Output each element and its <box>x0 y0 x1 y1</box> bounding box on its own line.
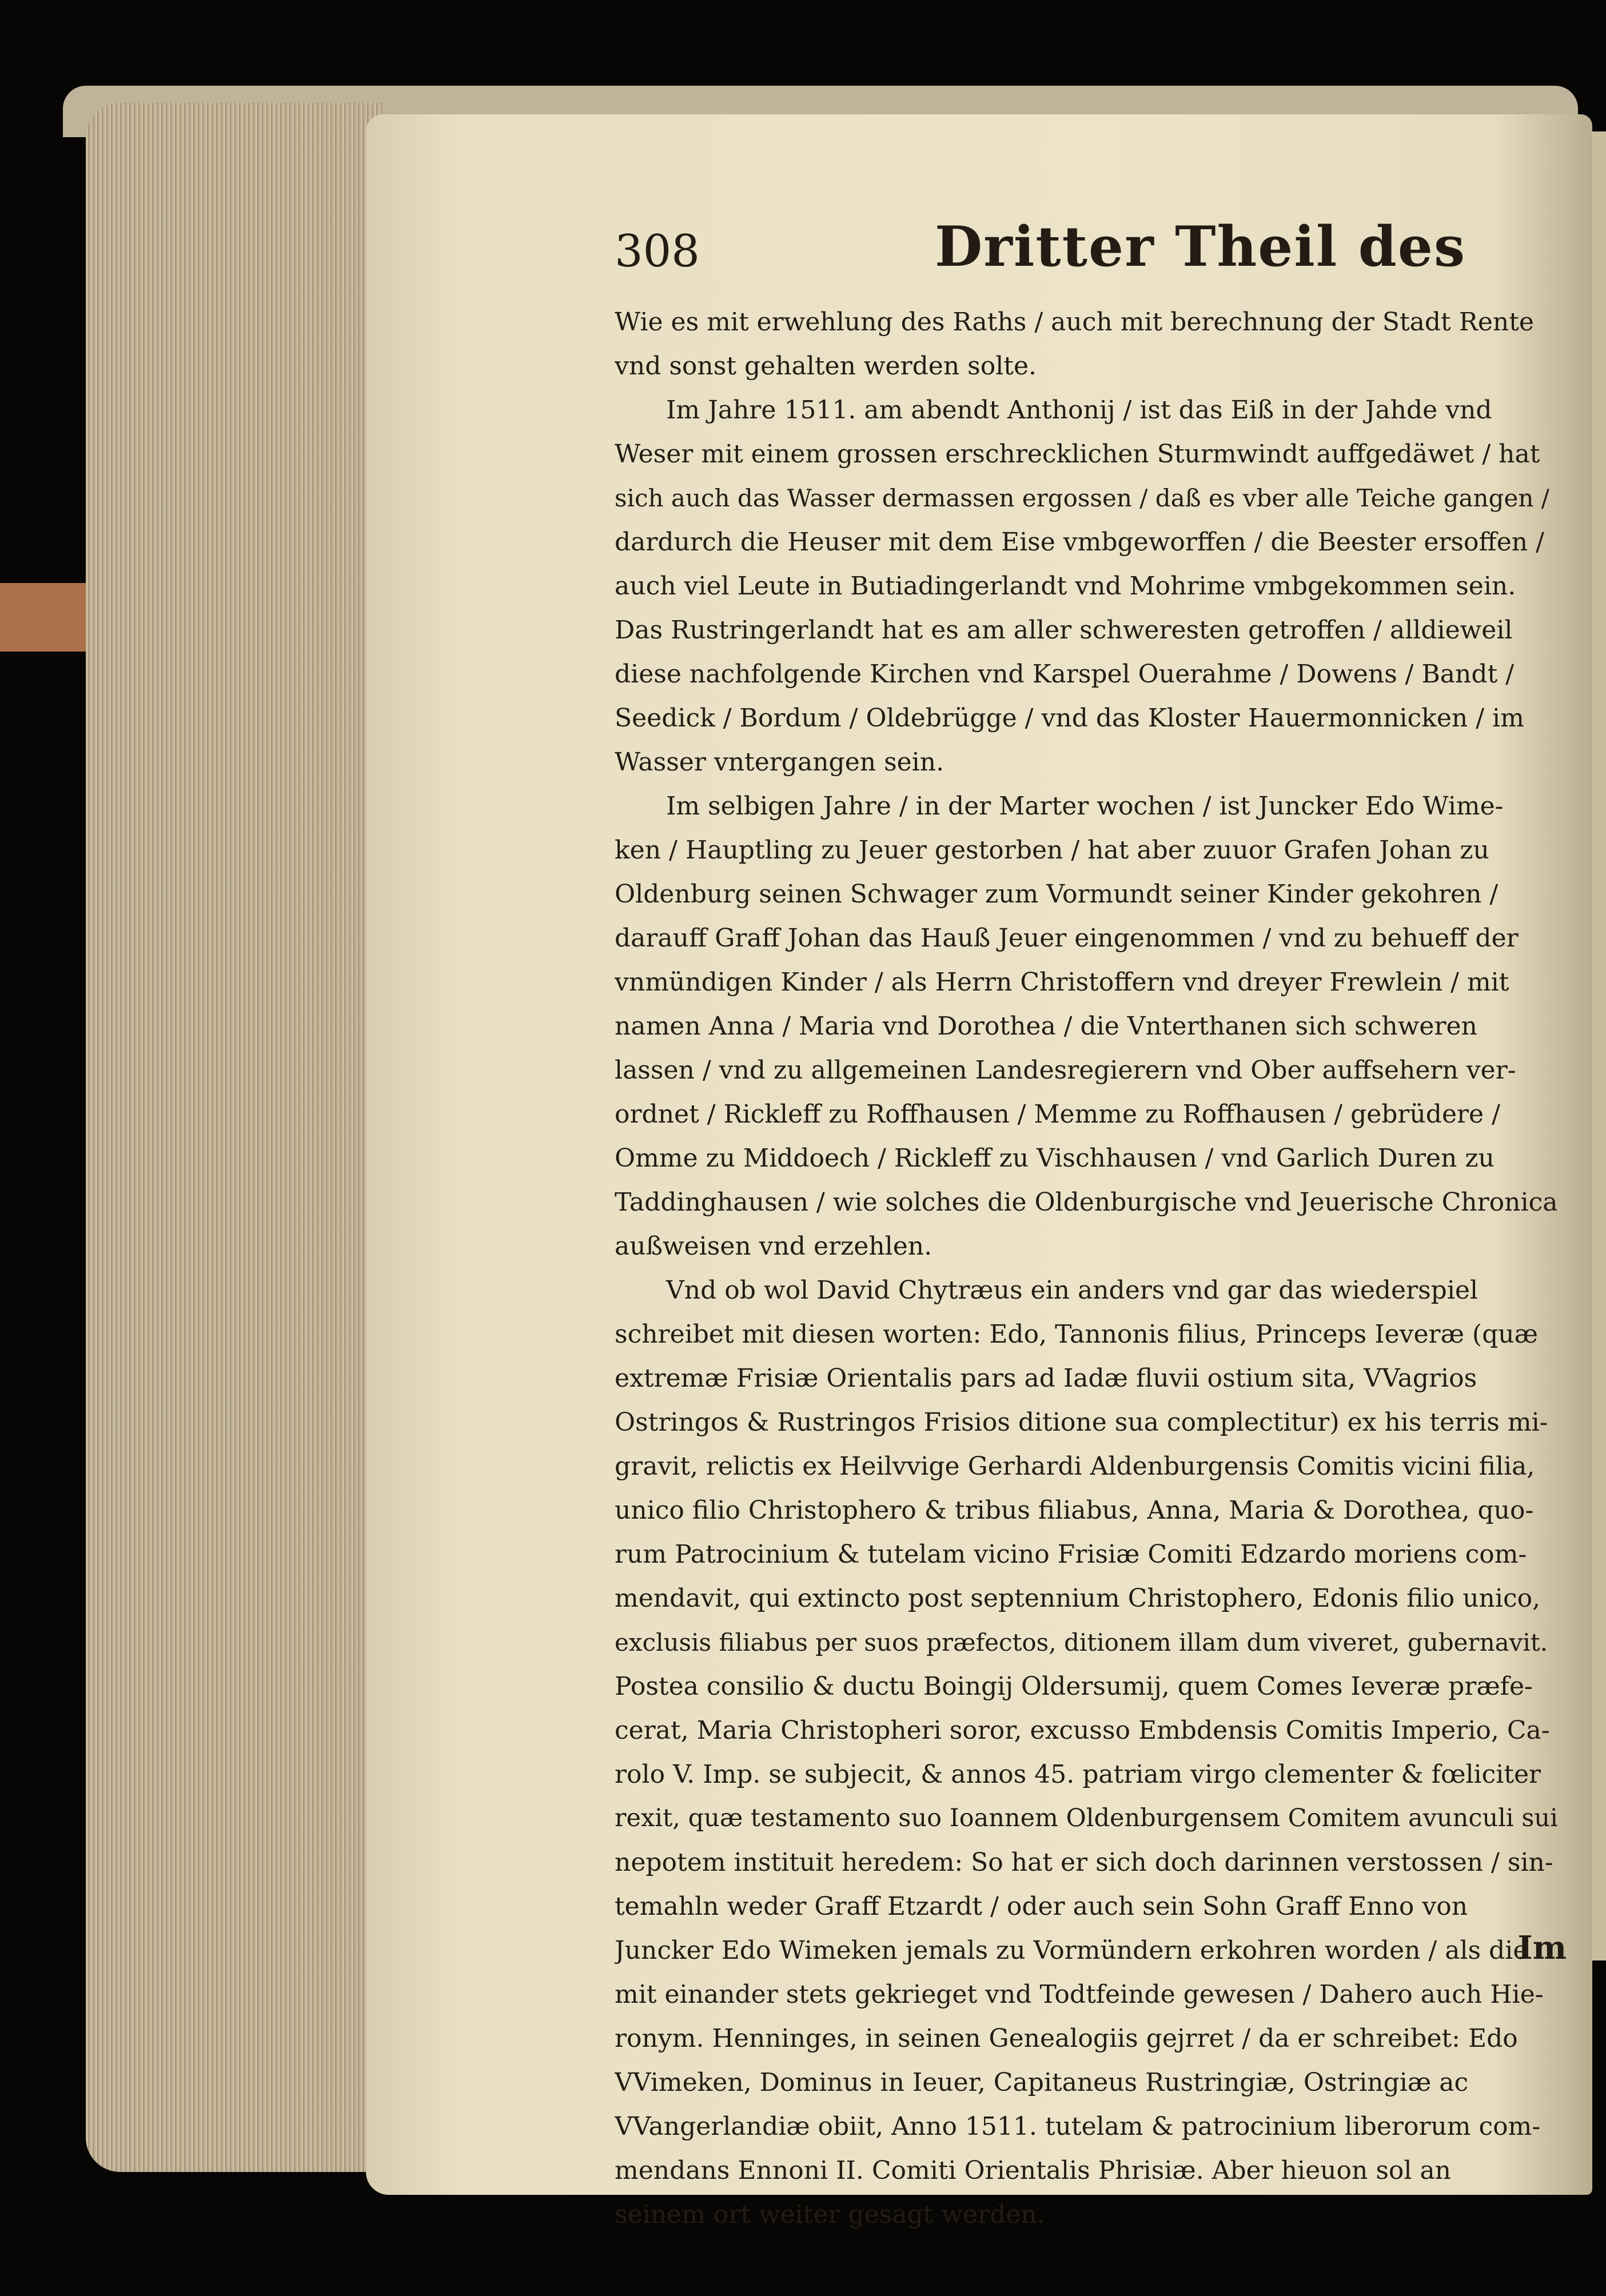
text-line: seinem ort weiter gesagt werden. <box>615 2200 1045 2229</box>
text-line: exclusis filiabus per suos præfectos, ditionem illam dum viveret, gubernavit. <box>615 1628 1548 1656</box>
text-line: auch viel Leute in Butiadingerlandt vnd Mohrime vmbgekommen sein. <box>615 572 1516 601</box>
text-line: mit einander stets gekrieget vnd Todtfeinde gewesen / Dahero auch Hie- <box>615 1980 1544 2009</box>
text-line: Postea consilio & ductu Boingij Oldersumij, quem Comes Ieveræ præfe- <box>615 1672 1533 1701</box>
paragraph <box>615 1268 1567 2237</box>
text-line: lassen / vnd zu allgemeinen Landesregierern vnd Ober auffsehern ver- <box>615 1056 1516 1085</box>
text-line: Das Rustringerlandt hat es am aller schweresten getroffen / alldieweil <box>615 616 1513 645</box>
text-line: ordnet / Rickleff zu Roffhausen / Memme zu Roffhausen / gebrüdere / <box>615 1100 1500 1129</box>
text-line: gravit, relictis ex Heilvvige Gerhardi Aldenburgensis Comitis vicini filia, <box>615 1452 1535 1481</box>
running-title: Dritter Theil des <box>935 214 1466 279</box>
text-line: rolo V. Imp. se subjecit, & annos 45. patriam virgo clementer & fœliciter <box>615 1760 1541 1789</box>
text-line: rum Patrocinium & tutelam vicino Frisiæ Comiti Edzardo moriens com- <box>615 1540 1527 1569</box>
text-line: Seedick / Bordum / Oldebrügge / vnd das Kloster Hauermonnicken / im <box>615 704 1524 733</box>
text-line: nepotem instituit heredem: So hat er sich doch darinnen verstossen / sin- <box>615 1848 1553 1877</box>
text-line: sich auch das Wasser dermassen ergossen / daß es vber alle Teiche gangen / <box>615 484 1549 512</box>
text-line: diese nachfolgende Kirchen vnd Karspel Ouerahme / Dowens / Bandt / <box>615 660 1515 689</box>
text-line: extremæ Frisiæ Orientalis pars ad Iadæ fluvii ostium sita, VVagrios <box>615 1364 1477 1393</box>
text-line: mendans Ennoni II. Comiti Orientalis Phrisiæ. Aber hieuon sol an <box>615 2156 1452 2185</box>
text-line: mendavit, qui extincto post septennium Christophero, Edonis filio unico, <box>615 1584 1541 1613</box>
text-line: Wie es mit erwehlung des Raths / auch mit berechnung der Stadt Rente <box>615 308 1534 337</box>
page-header <box>615 214 1567 300</box>
text-line: schreibet mit diesen worten: Edo, Tannonis filius, Princeps Ieveræ (quæ <box>615 1320 1538 1349</box>
text-line: Wasser vntergangen sein. <box>615 748 945 777</box>
text-line: Taddinghausen / wie solches die Oldenburgische vnd Jeuerische Chronica <box>615 1188 1558 1217</box>
text-line: ken / Hauptling zu Jeuer gestorben / hat aber zuuor Grafen Johan zu <box>615 836 1489 865</box>
text-line: Oldenburg seinen Schwager zum Vormundt seiner Kinder gekohren / <box>615 880 1499 909</box>
text-line: Im Jahre 1511. am abendt Anthonij / ist das Eiß in der Jahde vnd <box>666 396 1492 425</box>
text-line: vnmündigen Kinder / als Herrn Christoffern vnd dreyer Frewlein / mit <box>615 968 1509 997</box>
catchword: Im <box>1517 1929 1567 1967</box>
text-line: dardurch die Heuser mit dem Eise vmbgeworffen / die Beester ersoffen / <box>615 528 1544 557</box>
text-line: Vnd ob wol David Chytræus ein anders vnd gar das wiederspiel <box>666 1276 1479 1305</box>
text-line: außweisen vnd erzehlen. <box>615 1232 932 1261</box>
text-line: Juncker Edo Wimeken jemals zu Vormündern erkohren worden / als die <box>615 1936 1528 1965</box>
text-line: VVangerlandiæ obiit, Anno 1511. tutelam & patrocinium liberorum com- <box>615 2112 1541 2141</box>
page-text-block <box>615 214 1567 2237</box>
paragraph <box>615 784 1567 1268</box>
page-number: 308 <box>615 226 700 277</box>
text-line: cerat, Maria Christopheri soror, excusso Embdensis Comitis Imperio, Ca- <box>615 1716 1550 1745</box>
text-line: rexit, quæ testamento suo Ioannem Oldenburgensem Comitem avunculi sui <box>615 1804 1558 1832</box>
text-line: ronym. Henninges, in seinen Genealogiis gejrret / da er schreibet: Edo <box>615 2024 1518 2053</box>
text-line: Weser mit einem grossen erschrecklichen Sturmwindt auffgedäwet / hat <box>615 440 1540 469</box>
text-line: Ostringos & Rustringos Frisios ditione sua complectitur) ex his terris mi- <box>615 1408 1548 1437</box>
page-block-edge <box>86 103 383 2172</box>
text-line: unico filio Christophero & tribus filiabus, Anna, Maria & Dorothea, quo- <box>615 1496 1534 1525</box>
text-line: VVimeken, Dominus in Ieuer, Capitaneus Rustringiæ, Ostringiæ ac <box>615 2068 1469 2097</box>
bookmark-ribbon <box>0 583 97 652</box>
paragraph <box>615 388 1567 784</box>
text-line: namen Anna / Maria vnd Dorothea / die Vnterthanen sich schweren <box>615 1012 1477 1041</box>
page-body <box>615 300 1567 2237</box>
text-line: vnd sonst gehalten werden solte. <box>615 352 1037 381</box>
text-line: temahln weder Graff Etzardt / oder auch sein Sohn Graff Enno von <box>615 1892 1468 1921</box>
text-line: Im selbigen Jahre / in der Marter wochen / ist Juncker Edo Wime- <box>666 792 1504 821</box>
text-line: Omme zu Middoech / Rickleff zu Vischhausen / vnd Garlich Duren zu <box>615 1144 1495 1173</box>
paragraph <box>615 300 1567 388</box>
text-line: darauff Graff Johan das Hauß Jeuer eingenommen / vnd zu behueff der <box>615 924 1519 953</box>
